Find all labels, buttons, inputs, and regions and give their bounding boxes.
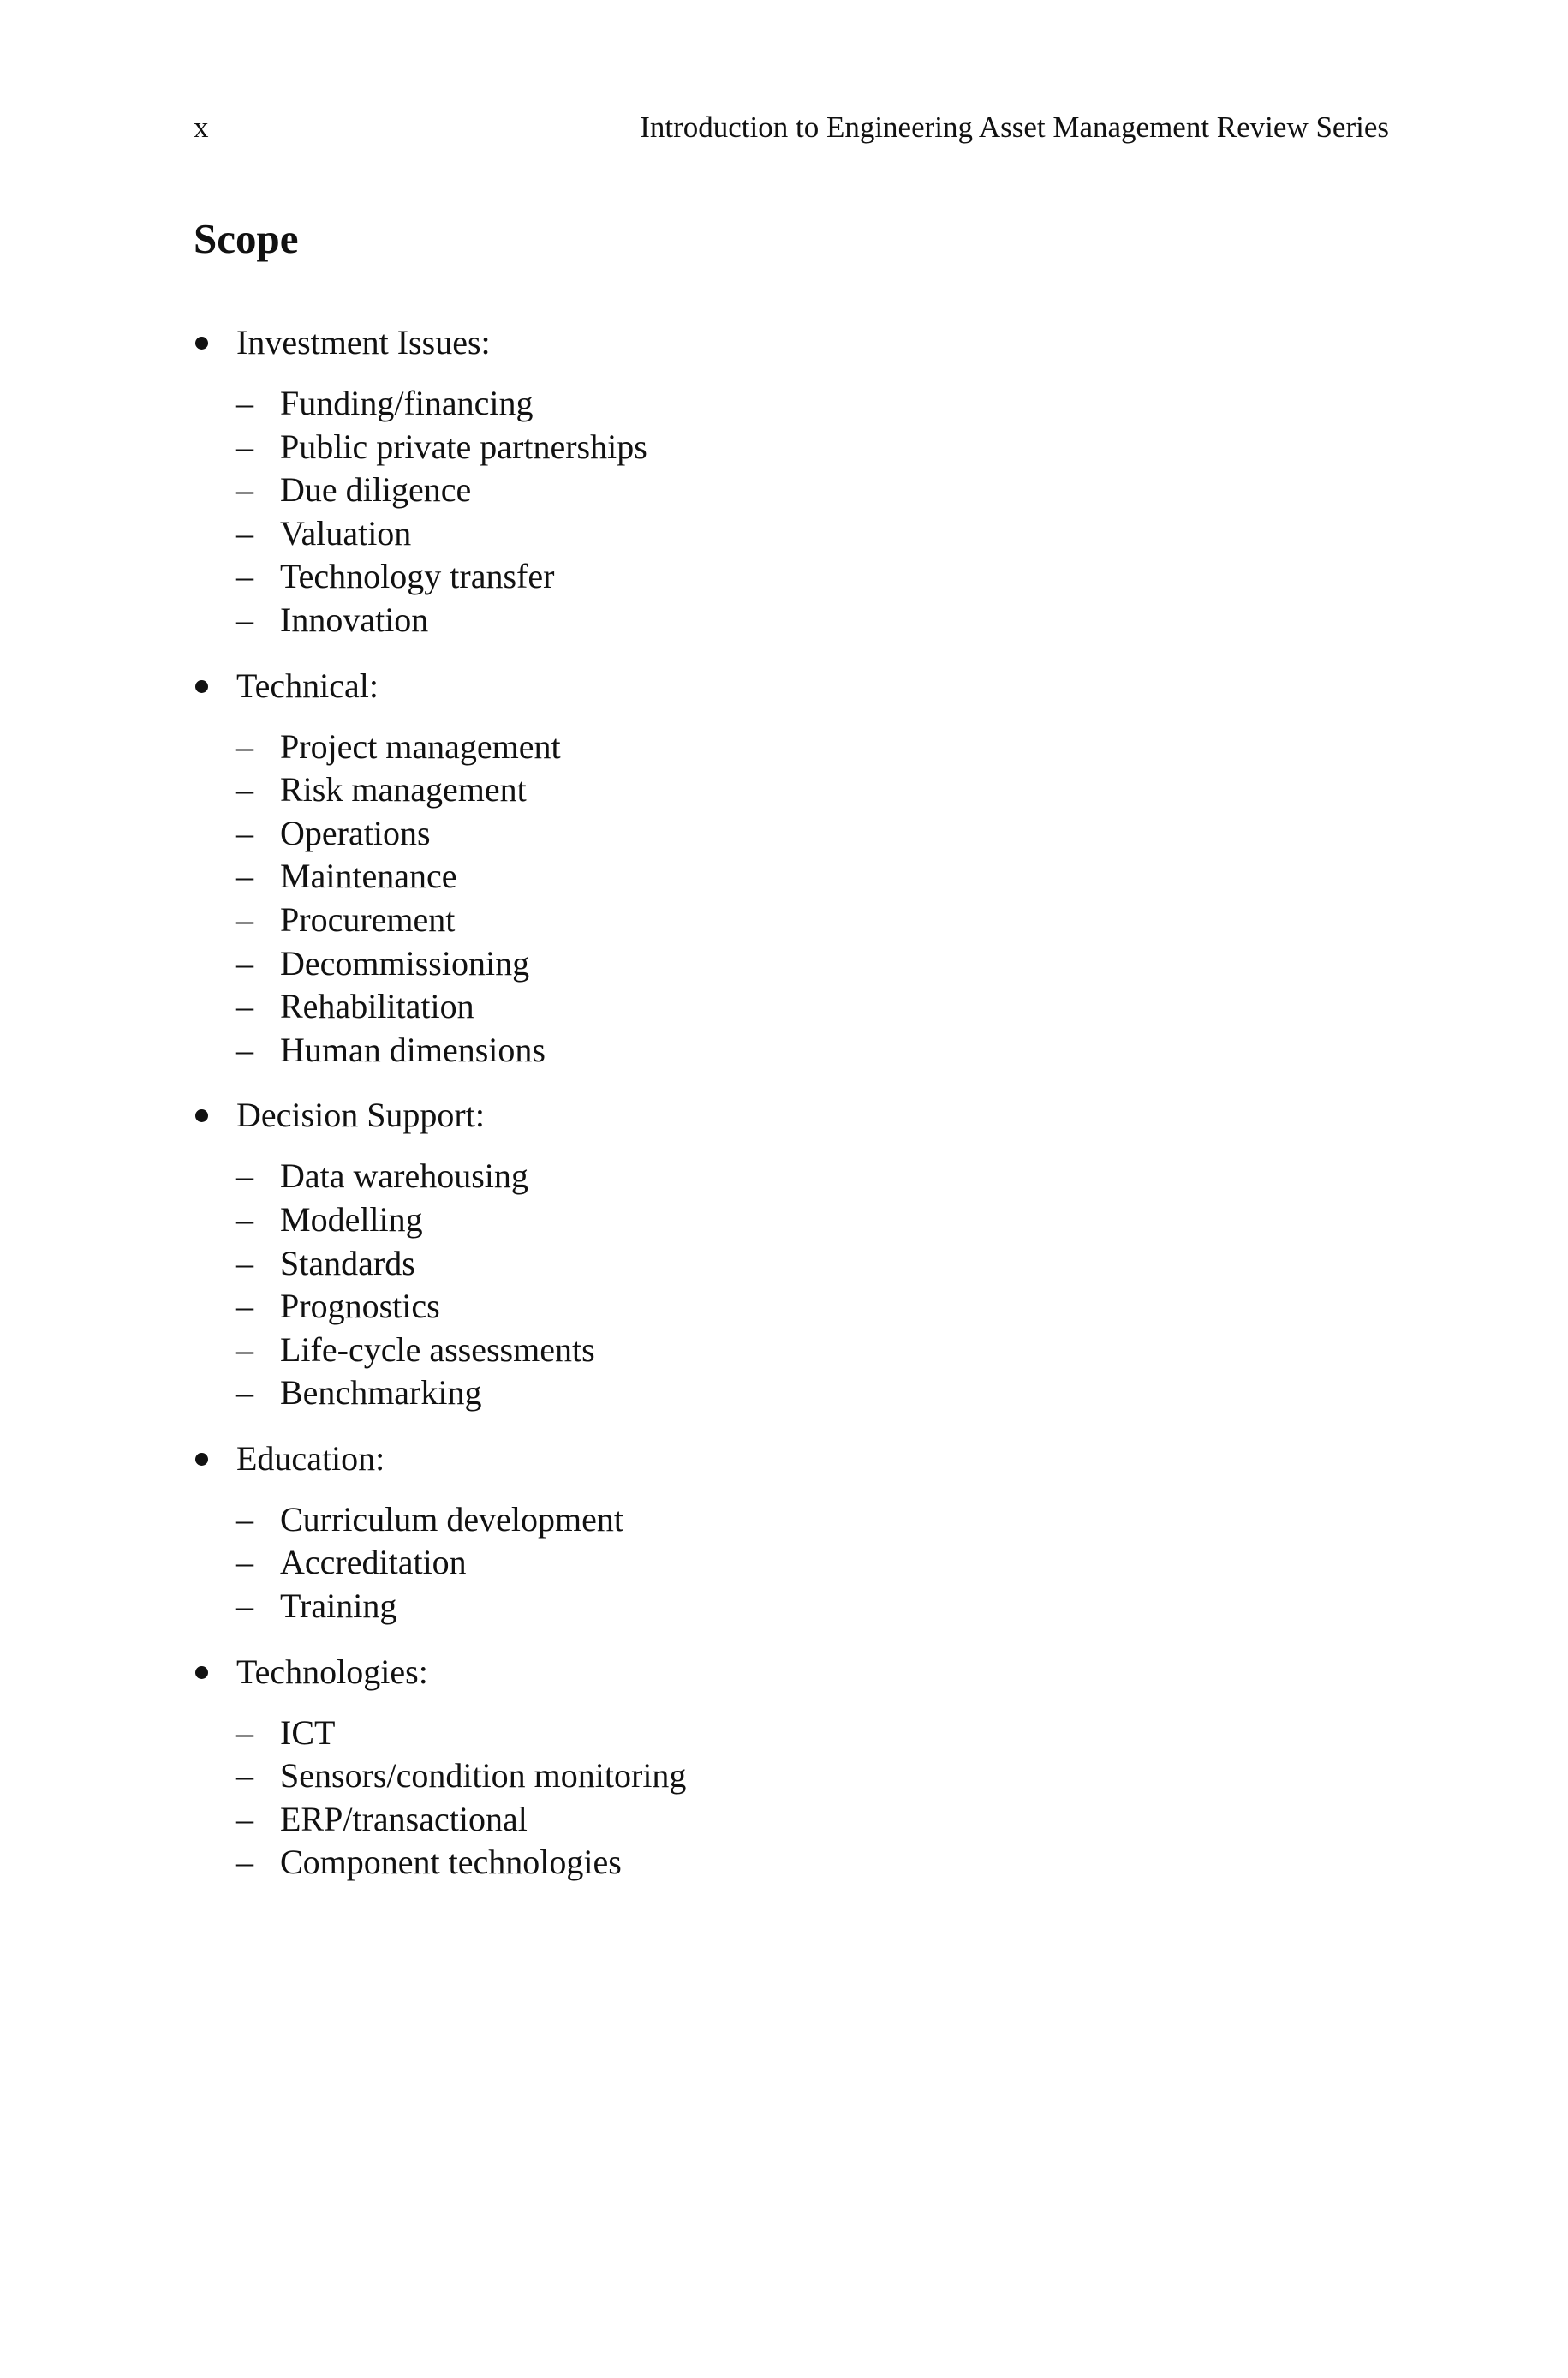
list-item xyxy=(194,1329,1050,1372)
list-item xyxy=(194,1798,1050,1842)
dash-icon: – xyxy=(236,1756,253,1795)
list-item-label: Rehabilitation xyxy=(280,987,474,1026)
dash-icon: – xyxy=(236,1586,253,1626)
dash-icon: – xyxy=(236,1543,253,1582)
page-number: x xyxy=(194,111,209,144)
category-heading xyxy=(194,317,1050,368)
list-item-label: Accreditation xyxy=(280,1543,467,1582)
bullet-icon xyxy=(195,337,208,350)
dash-icon: – xyxy=(236,1329,253,1369)
list-item xyxy=(194,1541,1050,1585)
list-item-label: Human dimensions xyxy=(280,1030,546,1069)
list-item-label: Innovation xyxy=(280,600,429,639)
list-item xyxy=(194,942,1050,986)
list-item xyxy=(194,899,1050,942)
list-item-label: Training xyxy=(280,1586,397,1626)
list-item xyxy=(194,726,1050,769)
list-item-label: Maintenance xyxy=(280,857,457,896)
dash-icon: – xyxy=(236,857,253,896)
dash-icon: – xyxy=(236,943,253,983)
list-item-label: ICT xyxy=(280,1712,336,1752)
dash-icon: – xyxy=(236,987,253,1026)
list-item xyxy=(194,985,1050,1029)
category-label: Education: xyxy=(236,1438,385,1478)
dash-icon: – xyxy=(236,1243,253,1282)
category-heading xyxy=(194,1090,1050,1141)
dash-icon: – xyxy=(236,557,253,596)
bullet-icon xyxy=(195,1666,208,1679)
list-item-label: Benchmarking xyxy=(280,1373,482,1413)
bullet-icon xyxy=(195,1109,208,1122)
running-title: Introduction to Engineering Asset Management Review Series xyxy=(640,111,1389,144)
list-item xyxy=(194,855,1050,899)
list-item xyxy=(194,469,1050,512)
dash-icon: – xyxy=(236,1199,253,1239)
dash-icon: – xyxy=(236,470,253,510)
list-item xyxy=(194,512,1050,556)
list-item-label: Due diligence xyxy=(280,470,472,510)
scope-category xyxy=(194,1433,1050,1628)
scope-category xyxy=(194,660,1050,1072)
list-item-label: Standards xyxy=(280,1243,415,1282)
category-heading xyxy=(194,1646,1050,1698)
dash-icon: – xyxy=(236,770,253,810)
list-item-label: Funding/financing xyxy=(280,384,534,422)
list-item xyxy=(194,555,1050,599)
category-heading xyxy=(194,1433,1050,1485)
list-item xyxy=(194,1285,1050,1329)
dash-icon: – xyxy=(236,600,253,639)
dash-icon: – xyxy=(236,513,253,553)
section-title: Scope xyxy=(194,215,299,262)
running-header xyxy=(194,106,1389,149)
list-item xyxy=(194,812,1050,856)
scope-category xyxy=(194,1646,1050,1885)
list-item-label: Data warehousing xyxy=(280,1156,528,1196)
scope-category xyxy=(194,317,1050,642)
dash-icon: – xyxy=(236,1499,253,1539)
dash-icon: – xyxy=(236,726,253,766)
sub-item-list xyxy=(194,1155,1050,1415)
list-item xyxy=(194,1198,1050,1242)
sub-item-list xyxy=(194,726,1050,1072)
list-item xyxy=(194,1155,1050,1198)
sub-item-list xyxy=(194,382,1050,642)
list-item xyxy=(194,1498,1050,1542)
list-item xyxy=(194,382,1050,426)
list-item xyxy=(194,1242,1050,1286)
bullet-icon xyxy=(195,1453,208,1466)
list-item-label: Decommissioning xyxy=(280,943,530,983)
scope-list xyxy=(194,317,1050,1903)
list-item-label: Public private partnerships xyxy=(280,427,647,466)
list-item xyxy=(194,426,1050,469)
dash-icon: – xyxy=(236,1030,253,1069)
dash-icon: – xyxy=(236,1156,253,1196)
bullet-icon xyxy=(195,680,208,693)
list-item xyxy=(194,599,1050,642)
category-label: Technical: xyxy=(236,666,379,705)
list-item-label: Procurement xyxy=(280,899,456,939)
dash-icon: – xyxy=(236,1799,253,1838)
list-item-label: Modelling xyxy=(280,1199,423,1239)
list-item-label: Risk management xyxy=(280,770,527,810)
category-label: Investment Issues: xyxy=(236,323,491,361)
category-label: Technologies: xyxy=(236,1652,428,1691)
dash-icon: – xyxy=(236,427,253,466)
dash-icon: – xyxy=(236,384,253,422)
dash-icon: – xyxy=(236,1843,253,1882)
list-item-label: Operations xyxy=(280,813,431,852)
dash-icon: – xyxy=(236,1712,253,1752)
list-item xyxy=(194,1029,1050,1072)
dash-icon: – xyxy=(236,1287,253,1326)
category-label: Decision Support: xyxy=(236,1096,485,1135)
list-item xyxy=(194,1841,1050,1885)
list-item-label: Life-cycle assessments xyxy=(280,1329,595,1369)
list-item-label: Curriculum development xyxy=(280,1499,624,1539)
list-item-label: Technology transfer xyxy=(280,557,555,596)
list-item-label: Valuation xyxy=(280,513,412,553)
list-item-label: Project management xyxy=(280,726,561,766)
list-item-label: Component technologies xyxy=(280,1843,622,1882)
sub-item-list xyxy=(194,1498,1050,1628)
category-heading xyxy=(194,660,1050,712)
list-item xyxy=(194,1585,1050,1628)
list-item-label: Sensors/condition monitoring xyxy=(280,1756,687,1795)
list-item xyxy=(194,1754,1050,1798)
list-item xyxy=(194,1712,1050,1755)
dash-icon: – xyxy=(236,813,253,852)
dash-icon: – xyxy=(236,899,253,939)
scope-category xyxy=(194,1090,1050,1415)
list-item-label: ERP/transactional xyxy=(280,1799,528,1838)
list-item-label: Prognostics xyxy=(280,1287,440,1326)
list-item xyxy=(194,768,1050,812)
dash-icon: – xyxy=(236,1373,253,1413)
list-item xyxy=(194,1371,1050,1415)
sub-item-list xyxy=(194,1712,1050,1885)
